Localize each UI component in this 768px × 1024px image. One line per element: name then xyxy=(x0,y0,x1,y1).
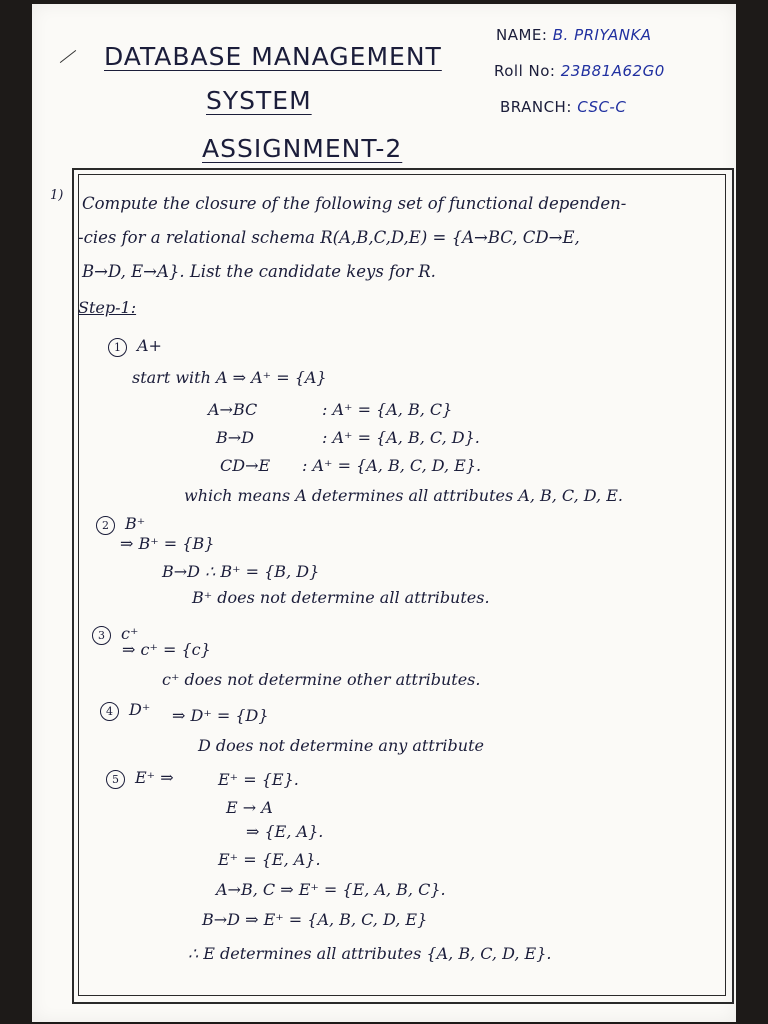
branch-value: CSC-C xyxy=(577,98,627,116)
circle-number: 1 xyxy=(108,338,127,357)
question-number: 1) xyxy=(50,188,64,203)
circle-number: 2 xyxy=(96,516,115,535)
part-b-head: 2 B⁺ xyxy=(96,514,145,535)
roll-label: Roll No: xyxy=(494,62,556,80)
a-fd1: A→BC xyxy=(208,400,258,419)
a-start: start with A ⇒ A⁺ = {A} xyxy=(132,368,327,387)
title-line1: DATABASE MANAGEMENT xyxy=(104,42,442,71)
title-line2: SYSTEM xyxy=(206,86,312,115)
question-line3: B→D, E→A}. List the candidate keys for R. xyxy=(82,262,436,281)
e-res2: E⁺ = {E, A}. xyxy=(218,850,321,869)
a-conclusion: which means A determines all attributes A, B, C, D, E. xyxy=(184,486,623,505)
e-fd1: E → A xyxy=(226,798,273,817)
e-res1: ⇒ {E, A}. xyxy=(246,822,324,841)
b-fd: B→D ∴ B⁺ = {B, D} xyxy=(162,562,320,581)
a-res3: : A⁺ = {A, B, C, D, E}. xyxy=(302,456,482,475)
c-start: ⇒ c⁺ = {c} xyxy=(122,640,211,659)
circle-number: 4 xyxy=(100,702,119,721)
step-label: Step-1: xyxy=(78,298,137,317)
a-res1: : A⁺ = {A, B, C} xyxy=(322,400,453,419)
part-a-head: 1 A+ xyxy=(108,336,162,357)
question-line1: Compute the closure of the following set of functional dependen- xyxy=(82,194,627,213)
a-fd2: B→D xyxy=(216,428,254,447)
answer-border-inner xyxy=(78,174,726,996)
e-start: E⁺ = {E}. xyxy=(218,770,299,789)
assignment-title: ASSIGNMENT-2 xyxy=(202,134,403,163)
e-fd2: A→B, C ⇒ E⁺ = {E, A, B, C}. xyxy=(216,880,446,899)
question-line2: -cies for a relational schema R(A,B,C,D,E) = {A→BC, CD→E, xyxy=(78,228,580,247)
branch-row xyxy=(500,98,626,116)
pen-mark xyxy=(60,50,76,63)
roll-value: 23B81A62G0 xyxy=(560,62,665,80)
roll-row xyxy=(494,62,665,80)
b-start: ⇒ B⁺ = {B} xyxy=(120,534,215,553)
part-c-head: 3 c⁺ xyxy=(92,624,138,645)
notebook-page xyxy=(32,4,736,1022)
a-res2: : A⁺ = {A, B, C, D}. xyxy=(322,428,480,447)
c-conclusion: c⁺ does not determine other attributes. xyxy=(162,670,481,689)
branch-label: BRANCH: xyxy=(500,98,572,116)
b-conclusion: B⁺ does not determine all attributes. xyxy=(192,588,490,607)
e-fd3: B→D ⇒ E⁺ = {A, B, C, D, E} xyxy=(202,910,428,929)
e-conclusion: ∴ E determines all attributes {A, B, C, D, E}. xyxy=(188,944,552,963)
part-e-head: 5 E⁺ ⇒ xyxy=(106,768,174,789)
name-row xyxy=(496,26,652,44)
name-value: B. PRIYANKA xyxy=(552,26,652,44)
d-start: ⇒ D⁺ = {D} xyxy=(172,706,269,725)
part-d-head: 4 D⁺ xyxy=(100,700,150,721)
d-conclusion: D does not determine any attribute xyxy=(198,736,484,755)
circle-number: 3 xyxy=(92,626,111,645)
a-fd3: CD→E xyxy=(220,456,271,475)
name-label: NAME: xyxy=(496,26,548,44)
circle-number: 5 xyxy=(106,770,125,789)
